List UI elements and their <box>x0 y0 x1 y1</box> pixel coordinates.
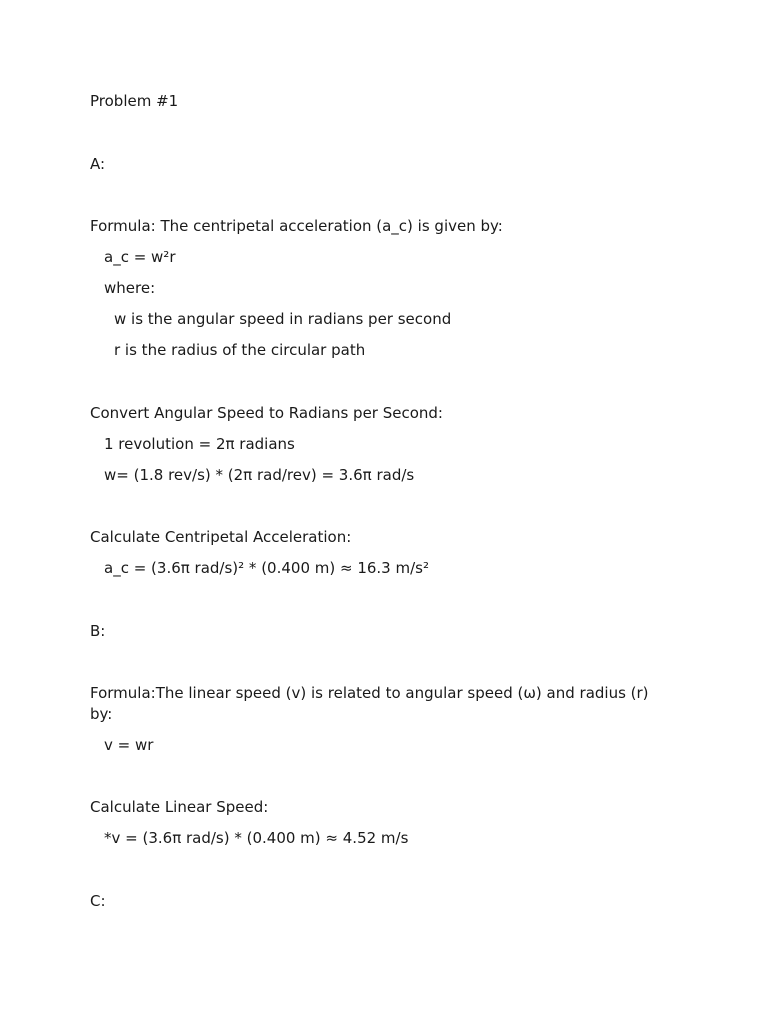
part-b-formula-intro: Formula:The linear speed (v) is related to angular speed (ω) and radius (r) by: <box>90 684 649 723</box>
part-a-calc-heading: Calculate Centripetal Acceleration: <box>90 528 352 546</box>
part-c-label: C: <box>90 892 106 910</box>
part-a-label: A: <box>90 155 106 173</box>
part-a-def-r: r is the radius of the circular path <box>114 341 366 359</box>
part-b-calc-heading: Calculate Linear Speed: <box>90 798 269 816</box>
part-b-label: B: <box>90 622 106 640</box>
part-a-w-calc: w= (1.8 rev/s) * (2π rad/rev) = 3.6π rad/s <box>104 466 415 484</box>
part-a-convert-heading: Convert Angular Speed to Radians per Second: <box>90 404 443 422</box>
part-a-def-w: w is the angular speed in radians per second <box>114 310 452 328</box>
part-a-where: where: <box>104 279 156 297</box>
part-a-revolution: 1 revolution = 2π radians <box>104 435 295 453</box>
problem-title: Problem #1 <box>90 92 179 110</box>
part-b-v-calc: *v = (3.6π rad/s) * (0.400 m) ≈ 4.52 m/s <box>104 829 409 847</box>
part-b-formula: v = wr <box>104 736 154 754</box>
part-a-ac-calc: a_c = (3.6π rad/s)² * (0.400 m) ≈ 16.3 m/s² <box>104 559 429 577</box>
part-a-formula: a_c = w²r <box>104 248 176 266</box>
part-a-formula-intro: Formula: The centripetal acceleration (a_c) is given by: <box>90 217 503 235</box>
